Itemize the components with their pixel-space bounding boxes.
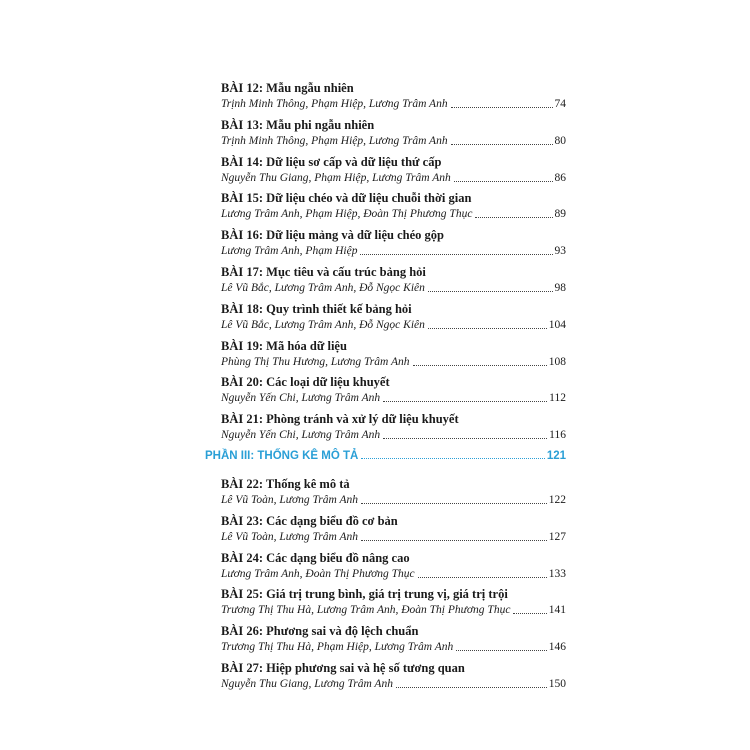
lesson-author-line — [221, 640, 566, 654]
lesson-title: BÀI 13: Mẫu phi ngẫu nhiên — [221, 117, 375, 132]
toc-entry[interactable] — [205, 584, 566, 621]
lesson-authors: Lương Trâm Anh, Đoàn Thị Phương Thục — [221, 567, 415, 580]
lesson-authors: Lê Vũ Toàn, Lương Trâm Anh — [221, 530, 359, 543]
page-number: 86 — [554, 171, 566, 184]
page-number: 112 — [549, 392, 566, 405]
toc-entry[interactable] — [205, 188, 566, 225]
toc-entry[interactable] — [205, 336, 566, 373]
lesson-title: BÀI 15: Dữ liệu chéo và dữ liệu chuỗi thời gian — [221, 191, 472, 206]
toc-entry[interactable] — [205, 658, 566, 695]
lesson-authors: Lương Trâm Anh, Phạm Hiệp, Đoàn Thị Phương Thục — [221, 208, 473, 221]
page-number: 108 — [548, 355, 566, 368]
dot-leader — [456, 650, 546, 651]
page-number: 74 — [554, 98, 566, 110]
lesson-title: BÀI 21: Phòng tránh và xử lý dữ liệu khuyết — [221, 412, 459, 427]
lesson-author-line — [221, 244, 566, 258]
dot-leader — [413, 365, 547, 366]
lesson-authors: Lương Trâm Anh, Phạm Hiệp — [221, 245, 358, 258]
lesson-title: BÀI 12: Mẫu ngẫu nhiên — [221, 81, 354, 95]
lesson-author-line — [221, 677, 566, 691]
lesson-title: BÀI 22: Thống kê mô tả — [221, 476, 350, 491]
page-number: 104 — [548, 318, 566, 331]
page-number: 127 — [548, 530, 566, 543]
lesson-author-line — [221, 355, 566, 369]
lesson-author-line — [221, 97, 566, 111]
page-number: 133 — [548, 567, 566, 580]
lesson-author-line — [221, 281, 566, 295]
lesson-title: BÀI 19: Mã hóa dữ liệu — [221, 338, 347, 353]
lesson-author-line — [221, 428, 566, 442]
lesson-author-line — [221, 567, 566, 581]
lesson-title: BÀI 18: Quy trình thiết kế bảng hỏi — [221, 301, 412, 316]
lesson-authors: Nguyễn Thu Giang, Lương Trâm Anh — [221, 677, 393, 690]
dot-leader — [361, 503, 547, 504]
dot-leader — [361, 458, 544, 459]
page-number: 98 — [554, 281, 566, 294]
lesson-title: BÀI 20: Các loại dữ liệu khuyết — [221, 375, 390, 390]
part-page-number: 121 — [546, 449, 566, 462]
toc-entry[interactable] — [205, 548, 566, 585]
toc-entry[interactable] — [205, 621, 566, 658]
dot-leader — [475, 217, 552, 218]
toc-entry[interactable] — [205, 299, 566, 336]
lesson-author-line — [221, 530, 566, 544]
toc-entry[interactable] — [205, 474, 566, 511]
lesson-authors: Lê Vũ Toàn, Lương Trâm Anh — [221, 493, 359, 506]
lesson-authors: Lê Vũ Bắc, Lương Trâm Anh, Đỗ Ngọc Kiên — [221, 281, 425, 294]
lesson-title: BÀI 25: Giá trị trung bình, giá trị trung vị, giá trị trội — [221, 587, 508, 602]
lesson-authors: Lê Vũ Bắc, Lương Trâm Anh, Đỗ Ngọc Kiên — [221, 318, 425, 331]
dot-leader — [454, 181, 553, 182]
part-title: PHẦN III: THỐNG KÊ MÔ TẢ — [205, 449, 359, 462]
lesson-title: BÀI 16: Dữ liệu mảng và dữ liệu chéo gộp — [221, 228, 445, 243]
page-number: 146 — [548, 641, 566, 654]
toc-entry[interactable] — [205, 115, 566, 152]
page-number: 150 — [548, 677, 566, 690]
lesson-title: BÀI 27: Hiệp phương sai và hệ số tương quan — [221, 660, 465, 675]
page-number: 141 — [548, 604, 566, 617]
lesson-author-line — [221, 171, 566, 185]
dot-leader — [396, 687, 547, 688]
lesson-author-line — [221, 318, 566, 332]
dot-leader — [513, 613, 546, 614]
toc-entry[interactable] — [205, 511, 566, 548]
lesson-title: BÀI 24: Các dạng biểu đồ nâng cao — [221, 550, 410, 565]
lesson-authors: Nguyễn Yến Chi, Lương Trâm Anh — [221, 429, 381, 442]
lesson-author-line — [221, 603, 566, 617]
dot-leader — [383, 438, 547, 439]
dot-leader — [418, 577, 547, 578]
dot-leader — [451, 144, 553, 145]
toc-entry[interactable] — [205, 409, 566, 446]
dot-leader — [360, 254, 552, 255]
lesson-authors: Trương Thị Thu Hà, Lương Trâm Anh, Đoàn Thị Phương Thục — [221, 604, 511, 617]
toc-entry[interactable] — [205, 225, 566, 262]
toc-entry[interactable] — [205, 372, 566, 409]
page-number: 80 — [554, 134, 566, 147]
lesson-author-line — [221, 493, 566, 507]
page-number: 89 — [554, 208, 566, 221]
lesson-title: BÀI 23: Các dạng biểu đồ cơ bản — [221, 513, 398, 528]
dot-leader — [428, 328, 547, 329]
lesson-authors: Trương Thị Thu Hà, Phạm Hiệp, Lương Trâm Anh — [221, 641, 454, 654]
lesson-author-line — [221, 207, 566, 221]
page-number: 116 — [549, 429, 566, 442]
lesson-authors: Phùng Thị Thu Hương, Lương Trâm Anh — [221, 355, 410, 368]
lesson-group — [205, 474, 566, 695]
dot-leader — [383, 401, 547, 402]
lesson-title: BÀI 26: Phương sai và độ lệch chuẩn — [221, 624, 419, 639]
lesson-title: BÀI 17: Mục tiêu và cấu trúc bảng hỏi — [221, 264, 426, 279]
lesson-authors: Nguyễn Thu Giang, Phạm Hiệp, Lương Trâm Anh — [221, 171, 451, 184]
lesson-authors: Trịnh Minh Thông, Phạm Hiệp, Lương Trâm Anh — [221, 98, 448, 110]
part-heading[interactable] — [205, 442, 566, 470]
page-number: 93 — [554, 245, 566, 258]
dot-leader — [428, 291, 553, 292]
lesson-authors: Trịnh Minh Thông, Phạm Hiệp, Lương Trâm Anh — [221, 134, 448, 147]
table-of-contents — [205, 78, 566, 695]
toc-entry[interactable] — [205, 262, 566, 299]
dot-leader — [361, 540, 547, 541]
page-number: 122 — [548, 493, 566, 506]
lesson-author-line — [221, 391, 566, 405]
lesson-authors: Nguyễn Yến Chi, Lương Trâm Anh — [221, 392, 381, 405]
lesson-title: BÀI 14: Dữ liệu sơ cấp và dữ liệu thứ cấp — [221, 154, 442, 169]
lesson-author-line — [221, 134, 566, 148]
dot-leader — [451, 107, 553, 108]
toc-entry[interactable] — [205, 78, 566, 115]
toc-entry[interactable] — [205, 152, 566, 189]
lesson-group — [205, 78, 566, 446]
